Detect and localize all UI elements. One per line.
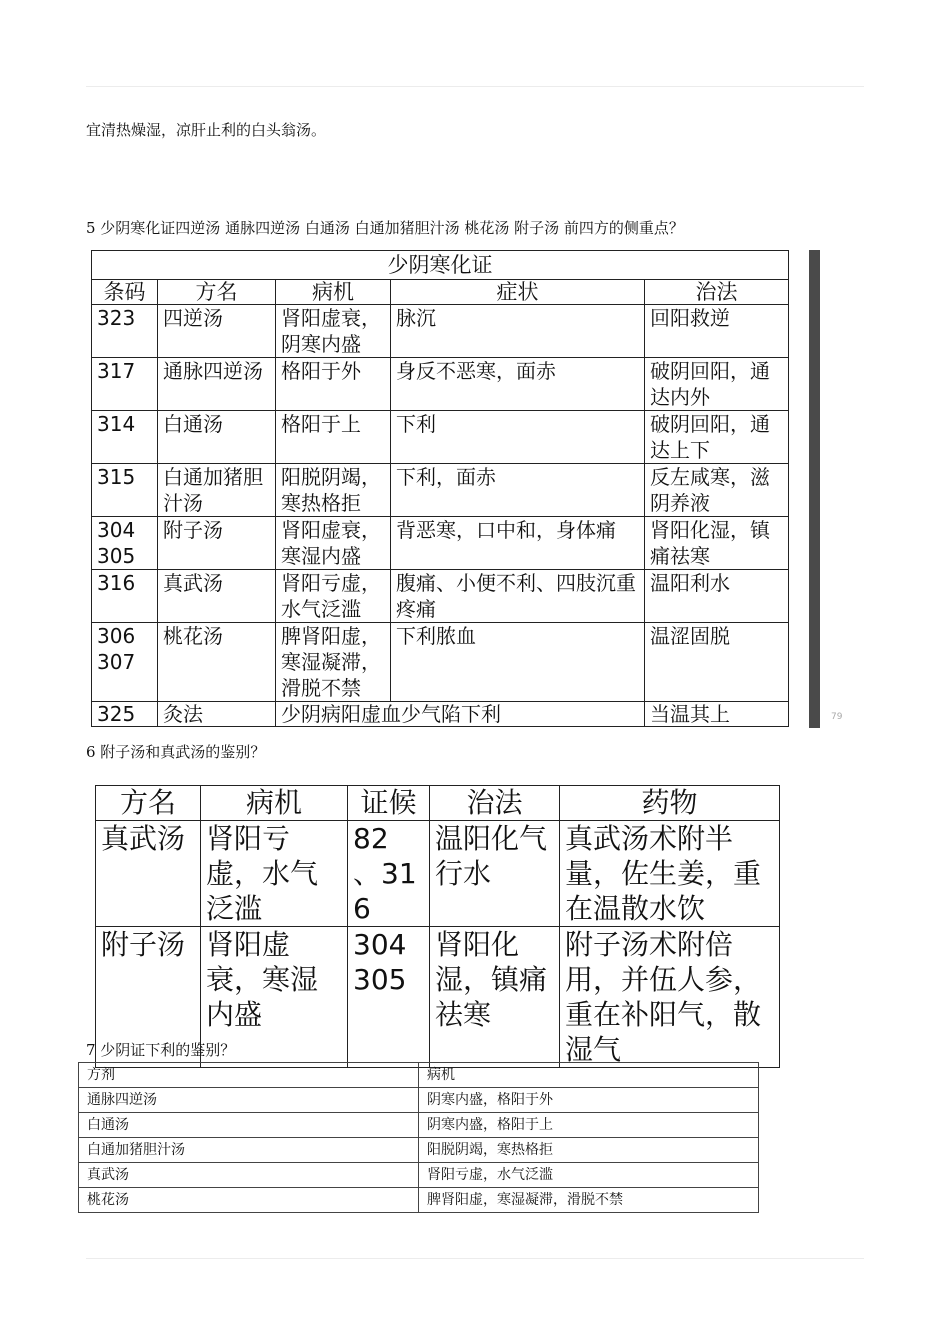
table1-header-row (92, 280, 789, 305)
question-6: 6 附子汤和真武汤的鉴别？ (86, 743, 266, 761)
table2-cell: 肾阳虚衰，寒湿内盛 (201, 927, 348, 1068)
table3-row (79, 1088, 759, 1113)
table3-row (79, 1113, 759, 1138)
bottom-divider (86, 1258, 864, 1259)
table1-cell: 阳脱阴竭，寒热格拒 (276, 464, 391, 517)
table1-cell: 下利，面赤 (391, 464, 645, 517)
shaoyin-diarrhea-table (78, 1062, 759, 1213)
table1-cell: 323 (92, 305, 158, 358)
table1-cell: 下利 (391, 411, 645, 464)
table3-header: 方剂 (79, 1063, 419, 1088)
table3-row (79, 1163, 759, 1188)
table1-cell: 附子汤 (158, 517, 276, 570)
table1-row (92, 702, 789, 727)
table1-header: 治法 (645, 280, 789, 305)
table1-cell: 当温其上 (645, 702, 789, 727)
table2-cell: 肾阳化湿，镇痛祛寒 (430, 927, 560, 1068)
table2-header: 药物 (560, 786, 780, 821)
table1-cell: 腹痛、小便不利、四肢沉重疼痛 (391, 570, 645, 623)
table1-cell: 304 305 (92, 517, 158, 570)
table1-row (92, 411, 789, 464)
table1-row (92, 464, 789, 517)
table1-row (92, 517, 789, 570)
table1-cell: 306 307 (92, 623, 158, 702)
table3-cell: 肾阳亏虚，水气泛滥 (419, 1163, 759, 1188)
table1-cell: 脉沉 (391, 305, 645, 358)
table1-cell: 背恶寒，口中和，身体痛 (391, 517, 645, 570)
table3-header-row (79, 1063, 759, 1088)
table1-title-row (92, 251, 789, 280)
table3-row (79, 1188, 759, 1213)
table1-cell: 317 (92, 358, 158, 411)
table3-cell: 白通汤 (79, 1113, 419, 1138)
table1-cell: 格阳于外 (276, 358, 391, 411)
table3-cell: 真武汤 (79, 1163, 419, 1188)
table1-cell: 破阴回阳，通达上下 (645, 411, 789, 464)
table1-row (92, 570, 789, 623)
table2-header: 方名 (96, 786, 201, 821)
table2-cell: 温阳化气行水 (430, 821, 560, 927)
shaoyin-cold-table (91, 250, 789, 727)
table1-cell: 真武汤 (158, 570, 276, 623)
table1-cell: 格阳于上 (276, 411, 391, 464)
table2-cell: 82 、316 (348, 821, 430, 927)
table1-cell: 肾阳虚衰，阴寒内盛 (276, 305, 391, 358)
table1-header: 病机 (276, 280, 391, 305)
table1-cell: 325 (92, 702, 158, 727)
scan-edge-bar (809, 250, 820, 728)
table1-cell: 反左咸寒，滋阴养液 (645, 464, 789, 517)
table2-header: 病机 (201, 786, 348, 821)
table2-cell: 304 305 (348, 927, 430, 1068)
table1-cell: 肾阳化湿，镇痛祛寒 (645, 517, 789, 570)
table3-cell: 阴寒内盛，格阳于上 (419, 1113, 759, 1138)
table1-cell: 316 (92, 570, 158, 623)
table2-cell: 附子汤术附倍用，并伍人参，重在补阳气，散湿气 (560, 927, 780, 1068)
table1-cell: 破阴回阳，通达内外 (645, 358, 789, 411)
table1-cell: 肾阳亏虚，水气泛滥 (276, 570, 391, 623)
table2-header-row (96, 786, 780, 821)
table1-cell: 脾肾阳虚，寒湿凝滞，滑脱不禁 (276, 623, 391, 702)
table1-row (92, 358, 789, 411)
table3-row (79, 1138, 759, 1163)
table3-cell: 白通加猪胆汁汤 (79, 1138, 419, 1163)
table2-cell: 附子汤 (96, 927, 201, 1068)
table3-header: 病机 (419, 1063, 759, 1088)
table2-cell: 真武汤 (96, 821, 201, 927)
shaoyin-cold-table-image (91, 250, 843, 726)
table1-header: 方名 (158, 280, 276, 305)
table1-cell: 314 (92, 411, 158, 464)
table1-cell: 四逆汤 (158, 305, 276, 358)
table1-cell: 肾阳虚衰，寒湿内盛 (276, 517, 391, 570)
table1-cell: 下利脓血 (391, 623, 645, 702)
table1-cell: 通脉四逆汤 (158, 358, 276, 411)
intro-paragraph: 宜清热燥湿，凉肝止利的白头翁汤。 (86, 121, 327, 139)
table3-cell: 通脉四逆汤 (79, 1088, 419, 1113)
fuzi-zhenwu-comparison-table (95, 785, 780, 1068)
top-divider (86, 86, 864, 87)
table1-cell: 桃花汤 (158, 623, 276, 702)
table1-cell: 温阳利水 (645, 570, 789, 623)
table3-cell: 阴寒内盛，格阳于外 (419, 1088, 759, 1113)
table2-cell: 肾阳亏虚，水气泛滥 (201, 821, 348, 927)
question-5: 5 少阴寒化证四逆汤 通脉四逆汤 白通汤 白通加猪胆汁汤 桃花汤 附子汤 前四方的侧重点？ (86, 219, 684, 237)
table2-header: 治法 (430, 786, 560, 821)
table2-row (96, 821, 780, 927)
table3-cell: 阳脱阴竭，寒热格拒 (419, 1138, 759, 1163)
table2-header: 证候 (348, 786, 430, 821)
page-mark: 79 (831, 712, 843, 722)
table1-row (92, 305, 789, 358)
table1-title: 少阴寒化证 (92, 251, 789, 280)
table1-header: 症状 (391, 280, 645, 305)
table1-header: 条码 (92, 280, 158, 305)
table1-cell: 少阴病阳虚血少气陷下利 (276, 702, 645, 727)
table1-cell: 身反不恶寒，面赤 (391, 358, 645, 411)
table1-cell: 回阳救逆 (645, 305, 789, 358)
table3-cell: 桃花汤 (79, 1188, 419, 1213)
table1-cell: 温涩固脱 (645, 623, 789, 702)
table1-cell: 灸法 (158, 702, 276, 727)
table1-cell: 白通汤 (158, 411, 276, 464)
question-7: 7 少阴证下利的鉴别？ (86, 1041, 236, 1059)
table3-cell: 脾肾阳虚，寒湿凝滞，滑脱不禁 (419, 1188, 759, 1213)
table1-row (92, 623, 789, 702)
table1-cell: 315 (92, 464, 158, 517)
table1-cell: 白通加猪胆汁汤 (158, 464, 276, 517)
table2-cell: 真武汤术附半量，佐生姜，重在温散水饮 (560, 821, 780, 927)
